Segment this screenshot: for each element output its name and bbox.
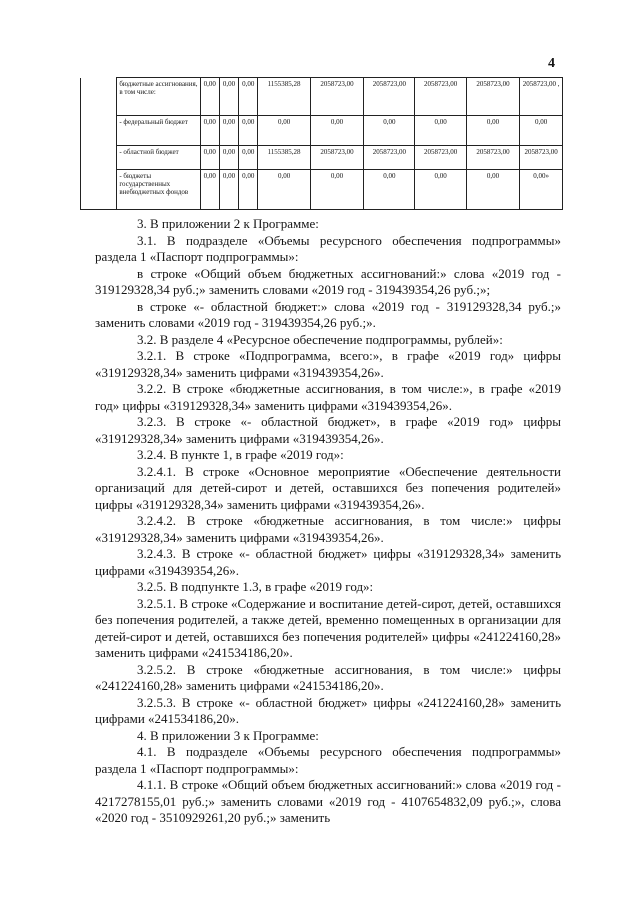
paragraph: 3.2.4.1. В строке «Основное мероприятие «Обеспечение деятельности организаций для детей-сирот и детей, оставшихся без попечения родителей» цифры «319129328,34» заменить цифрами «319439354,26». (95, 463, 561, 512)
paragraph: 4. В приложении 3 к Программе: (137, 727, 319, 743)
empty-cell (81, 146, 117, 170)
table-cell: 2058723,00 (520, 146, 563, 170)
paragraph: 3. В приложении 2 к Программе: (137, 216, 319, 231)
table-cell: 0,00 (415, 170, 466, 210)
table-cell: 1155385,28 (258, 78, 310, 116)
table-cell: 2058723,00 (466, 78, 519, 116)
table-row (81, 78, 563, 116)
table-cell: 0,00 (200, 170, 219, 210)
budget-table (80, 77, 563, 210)
table-row (81, 116, 563, 146)
table-cell: 0,00 (200, 146, 219, 170)
paragraph: 3.2.1. В строке «Подпрограмма, всего:», в графе «2019 год» цифры «319129328,34» заменить цифрами «319439354,26». (95, 348, 561, 380)
table-cell: 1155385,28 (258, 146, 310, 170)
row-label: бюджетные ассигнования, в том числе: (117, 78, 200, 116)
table-cell: 2058723,00 (415, 146, 466, 170)
table-cell: 0,00 (219, 146, 238, 170)
table-row (81, 170, 563, 210)
paragraph: 3.2.5.1. В строке «Содержание и воспитание детей-сирот, детей, оставшихся без попечения родителей, а также детей, временно помещенных в организации для детей-сирот и детей, оставшихся без попечения родителей» цифры «241224160,28» заменить цифрами «241534186,20». (95, 595, 561, 660)
paragraph: 3.2. В разделе 4 «Ресурсное обеспечение подпрограммы, рублей»: (137, 331, 503, 347)
table-cell: 0,00 (466, 170, 519, 210)
table-cell: 0,00 (219, 78, 238, 116)
paragraph: 3.1. В подразделе «Объемы ресурсного обеспечения подпрограммы» раздела 1 «Паспорт подпрограммы»: (95, 232, 561, 264)
table-cell: 0,00 (200, 116, 219, 146)
table-cell: 0,00 (219, 170, 238, 210)
table-cell: 2058723,00 (310, 146, 363, 170)
paragraph: 3.2.2. В строке «бюджетные ассигнования, в том числе:», в графе «2019 год» цифры «319129328,34» заменить цифрами «319439354,26». (95, 381, 561, 413)
table-cell: 0,00 (239, 116, 258, 146)
table-cell: 0,00 (258, 116, 310, 146)
table-cell: 0,00 (239, 170, 258, 210)
table-cell: 0,00» (520, 170, 563, 210)
table-cell: 2058723,00 (466, 146, 519, 170)
table-cell: 0,00 (258, 170, 310, 210)
table-cell: 2058723,00 , (520, 78, 563, 116)
paragraph: в строке «Общий объем бюджетных ассигнований:» слова «2019 год - 319129328,34 руб.;» заменить словами «2019 год - 319439354,26 руб.;»; (95, 265, 561, 297)
table-cell: 0,00 (310, 116, 363, 146)
table-cell: 0,00 (364, 170, 415, 210)
paragraph: 3.2.4. В пункте 1, в графе «2019 год»: (137, 447, 344, 462)
paragraph: 4.1.1. В строке «Общий объем бюджетных ассигнований:» слова «2019 год - 4217278155,01 руб.;» заменить словами «2019 год - 4107654832,09 руб.;», слова «2020 год - 3510929261,20 руб.;» заменить (95, 777, 561, 825)
table-cell: 0,00 (200, 78, 219, 116)
table-cell: 0,00 (466, 116, 519, 146)
table-cell: 0,00 (239, 146, 258, 170)
row-label: - областной бюджет (117, 146, 200, 170)
table-cell: 0,00 (415, 116, 466, 146)
row-label: - федеральный бюджет (117, 116, 200, 146)
table-cell: 0,00 (239, 78, 258, 116)
table-cell: 0,00 (310, 170, 363, 210)
table-cell: 2058723,00 (364, 78, 415, 116)
table-cell: 2058723,00 (310, 78, 363, 116)
empty-cell (81, 78, 117, 116)
paragraph: 3.2.5.3. В строке «- областной бюджет» цифры «241224160,28» заменить цифрами «241534186,20». (95, 694, 561, 726)
paragraph: 3.2.3. В строке «- областной бюджет», в графе «2019 год» цифры «319129328,34» заменить цифрами «319439354,26». (95, 414, 561, 446)
table-cell: 0,00 (520, 116, 563, 146)
table-cell: 2058723,00 (364, 146, 415, 170)
paragraph: 3.2.4.3. В строке «- областной бюджет» цифры «319129328,34» заменить цифрами «319439354,26». (95, 546, 561, 578)
paragraph: 4.1. В подразделе «Объемы ресурсного обеспечения подпрограммы» раздела 1 «Паспорт подпрограммы»: (95, 744, 561, 776)
row-label: - бюджеты государственных внебюджетных фондов (117, 170, 200, 210)
table-cell: 0,00 (219, 116, 238, 146)
paragraph: в строке «- областной бюджет:» слова «2019 год - 319129328,34 руб.;» заменить словами «2019 год - 319439354,26 руб.;». (95, 298, 561, 330)
table-cell: 2058723,00 (415, 78, 466, 116)
empty-cell (81, 116, 117, 146)
table-row (81, 146, 563, 170)
table-cell: 0,00 (364, 116, 415, 146)
paragraph: 3.2.5. В подпункте 1.3, в графе «2019 год»: (137, 579, 374, 594)
paragraph: 3.2.4.2. В строке «бюджетные ассигнования, в том числе:» цифры «319129328,34» заменить цифрами «319439354,26». (95, 513, 561, 545)
empty-cell (81, 170, 117, 210)
page-number: 4 (548, 56, 555, 71)
document-body (95, 216, 561, 827)
paragraph: 3.2.5.2. В строке «бюджетные ассигнования, в том числе:» цифры «241224160,28» заменить цифрами «241534186,20». (95, 661, 561, 693)
